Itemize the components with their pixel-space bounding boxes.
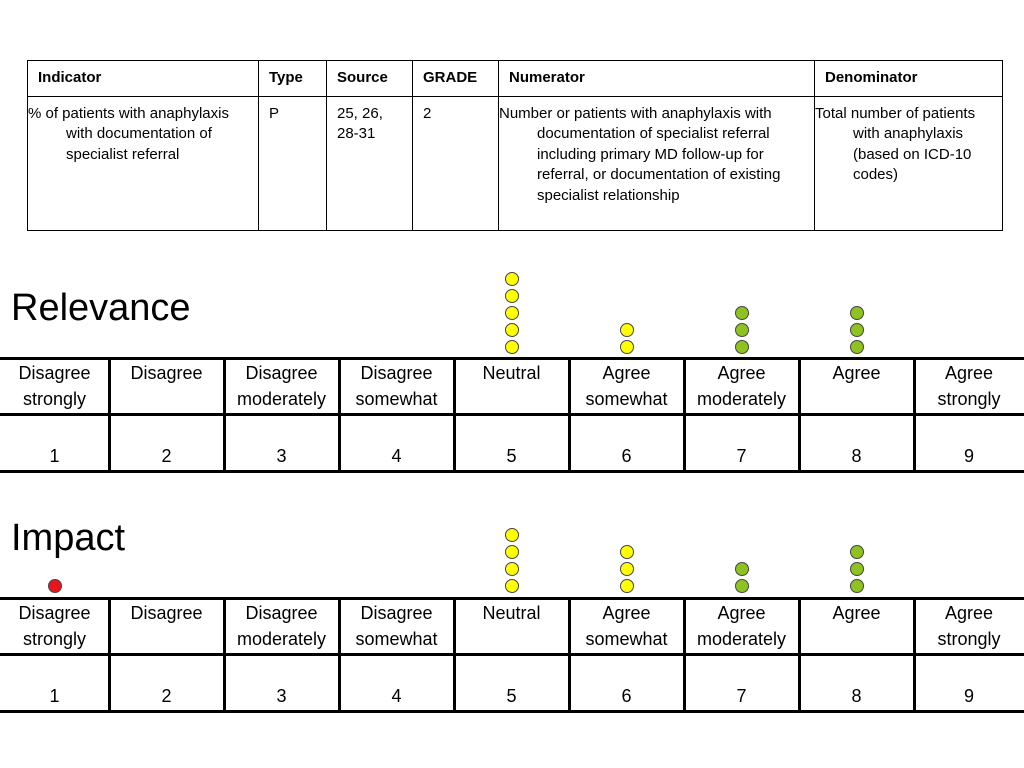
scale-label-8 (799, 360, 914, 412)
table-header-row (28, 61, 1003, 97)
scale-label-line: Disagree (130, 603, 203, 623)
scale-label-3 (224, 600, 339, 652)
vote-dot-yellow-score-5 (505, 289, 519, 303)
scale-label-line: moderately (696, 389, 787, 409)
scale-number-9: 9 (963, 686, 974, 706)
scale-label-line: somewhat (355, 389, 438, 409)
scale-label-9 (914, 360, 1024, 412)
header-indicator: Indicator (28, 61, 259, 97)
impact-title: Impact (11, 517, 126, 559)
vote-dot-green-score-7 (735, 579, 749, 593)
vote-dot-green-score-7 (735, 323, 749, 337)
scale-label-1 (0, 360, 109, 412)
scale-label-3 (224, 360, 339, 412)
scale-rule (0, 710, 1024, 713)
vote-dot-yellow-score-6 (620, 323, 634, 337)
scale-label-line: Disagree (18, 603, 91, 623)
scale-label-line: Agree (832, 603, 881, 623)
scale-number-3: 3 (276, 446, 287, 466)
scale-label-2 (109, 360, 224, 412)
vote-dot-green-score-8 (850, 340, 864, 354)
vote-dot-yellow-score-5 (505, 306, 519, 320)
vote-dot-yellow-score-5 (505, 562, 519, 576)
impact-scale (0, 597, 1024, 713)
header-denominator: Denominator (815, 61, 1003, 97)
cell-grade: 2 (413, 96, 499, 230)
scale-number-8: 8 (851, 686, 862, 706)
scale-label-line: moderately (236, 629, 327, 649)
vote-dot-yellow-score-5 (505, 272, 519, 286)
vote-dot-red-score-1 (48, 579, 62, 593)
scale-number-1: 1 (49, 446, 60, 466)
relevance-title: Relevance (11, 287, 191, 329)
vote-dot-green-score-8 (850, 323, 864, 337)
scale-label-line (799, 626, 914, 652)
scale-label-line: Agree (832, 363, 881, 383)
vote-dot-yellow-score-5 (505, 528, 519, 542)
scale-number-9: 9 (963, 446, 974, 466)
scale-label-line: Agree (944, 603, 994, 623)
scale-label-1 (0, 600, 109, 652)
table-row (28, 96, 1003, 230)
scale-label-line: Disagree (360, 603, 433, 623)
vote-dot-green-score-7 (735, 562, 749, 576)
vote-dot-yellow-score-6 (620, 562, 634, 576)
scale-label-5 (454, 360, 569, 412)
vote-dot-yellow-score-6 (620, 340, 634, 354)
vote-dot-green-score-8 (850, 306, 864, 320)
scale-rule (0, 413, 1024, 416)
scale-number-5: 5 (506, 686, 517, 706)
scale-label-line: strongly (937, 629, 1001, 649)
scale-label-5 (454, 600, 569, 652)
scale-label-2 (109, 600, 224, 652)
scale-label-line: Disagree (130, 363, 203, 383)
header-type: Type (259, 61, 327, 97)
vote-dot-yellow-score-6 (620, 579, 634, 593)
scale-label-line (454, 386, 569, 412)
scale-number-6: 6 (621, 446, 632, 466)
scale-number-7: 7 (736, 686, 747, 706)
cell-indicator: % of patients with anaphylaxis with documentation of specialist referral (28, 96, 259, 230)
scale-number-2: 2 (161, 446, 172, 466)
scale-label-line: Agree (717, 363, 766, 383)
indicator-table (27, 60, 1003, 231)
vote-dot-yellow-score-5 (505, 545, 519, 559)
scale-label-line: strongly (22, 389, 87, 409)
scale-number-2: 2 (161, 686, 172, 706)
scale-label-line (109, 626, 224, 652)
header-numerator: Numerator (499, 61, 815, 97)
cell-numerator: Number or patients with anaphylaxis with documentation of specialist referral including primary MD follow-up for referral, or documentation of existing specialist relationship (499, 96, 815, 230)
scale-number-8: 8 (851, 446, 862, 466)
scale-label-line: strongly (22, 629, 87, 649)
scale-label-9 (914, 600, 1024, 652)
scale-label-line: Disagree (360, 363, 433, 383)
cell-source: 25, 26, 28-31 (327, 96, 413, 230)
vote-dot-green-score-8 (850, 579, 864, 593)
scale-label-line (799, 386, 914, 412)
scale-label-line: strongly (937, 389, 1001, 409)
vote-dot-yellow-score-5 (505, 340, 519, 354)
vote-dot-yellow-score-6 (620, 545, 634, 559)
scale-number-4: 4 (391, 686, 402, 706)
scale-label-8 (799, 600, 914, 652)
scale-label-line: Agree (944, 363, 994, 383)
vote-dot-green-score-8 (850, 562, 864, 576)
scale-label-line: Disagree (245, 603, 318, 623)
scale-label-line: Agree (602, 363, 651, 383)
scale-label-6 (569, 600, 684, 652)
scale-label-line (109, 386, 224, 412)
scale-label-line: somewhat (585, 629, 668, 649)
scale-label-7 (684, 600, 799, 652)
scale-label-line: somewhat (355, 629, 438, 649)
scale-label-line: moderately (696, 629, 787, 649)
scale-label-line: Neutral (482, 603, 541, 623)
scale-number-4: 4 (391, 446, 402, 466)
scale-number-5: 5 (506, 446, 517, 466)
scale-label-line: Neutral (482, 363, 541, 383)
scale-rule (0, 470, 1024, 473)
scale-label-line: Disagree (245, 363, 318, 383)
header-grade: GRADE (413, 61, 499, 97)
scale-label-7 (684, 360, 799, 412)
cell-type: P (259, 96, 327, 230)
scale-label-line: somewhat (585, 389, 668, 409)
vote-dot-yellow-score-5 (505, 323, 519, 337)
header-source: Source (327, 61, 413, 97)
vote-dot-yellow-score-5 (505, 579, 519, 593)
scale-rule (0, 653, 1024, 656)
scale-label-6 (569, 360, 684, 412)
vote-dot-green-score-7 (735, 340, 749, 354)
scale-label-line: moderately (236, 389, 327, 409)
vote-dot-green-score-8 (850, 545, 864, 559)
scale-label-line: Disagree (18, 363, 91, 383)
scale-label-line (454, 626, 569, 652)
scale-label-line: Agree (717, 603, 766, 623)
scale-number-3: 3 (276, 686, 287, 706)
scale-number-1: 1 (49, 686, 60, 706)
relevance-scale (0, 357, 1024, 473)
scale-number-6: 6 (621, 686, 632, 706)
scale-number-7: 7 (736, 446, 747, 466)
scale-label-4 (339, 600, 454, 652)
cell-denominator: Total number of patients with anaphylaxis (based on ICD-10 codes) (815, 96, 1003, 230)
vote-dot-green-score-7 (735, 306, 749, 320)
scale-label-line: Agree (602, 603, 651, 623)
scale-label-4 (339, 360, 454, 412)
